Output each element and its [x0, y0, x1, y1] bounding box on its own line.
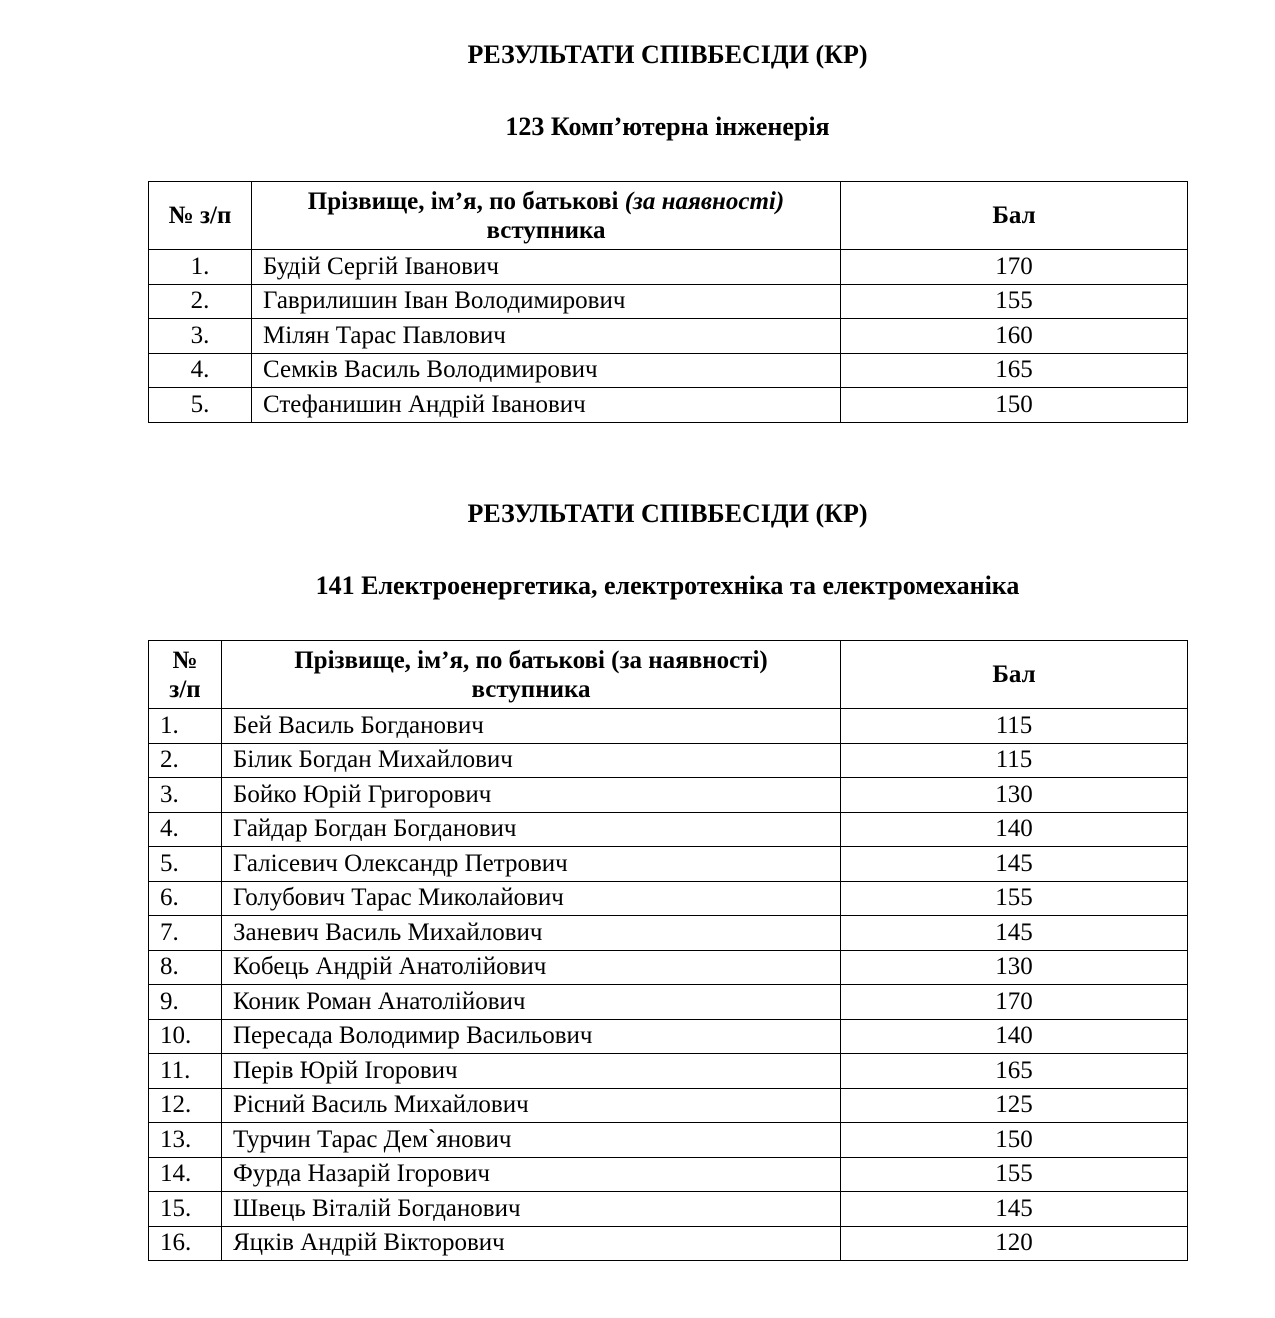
- header-num-line1: №: [172, 646, 198, 674]
- row-number: 15.: [149, 1192, 222, 1227]
- header-name: [252, 182, 841, 250]
- row-name: Семків Василь Володимирович: [252, 353, 841, 388]
- header-num: [149, 641, 222, 709]
- row-score: 130: [841, 778, 1188, 813]
- section2-specialty: 141 Електроенергетика, електротехніка та електромеханіка: [315, 571, 1020, 600]
- row-name: Перів Юрій Ігорович: [222, 1054, 841, 1089]
- table-row: [149, 319, 1188, 354]
- header-name-line1: Прізвище, ім’я, по батькові (за наявності): [294, 646, 768, 674]
- row-score: 155: [841, 881, 1188, 916]
- row-number: 10.: [149, 1019, 222, 1054]
- row-number: 9.: [149, 985, 222, 1020]
- row-number: 2.: [149, 743, 222, 778]
- row-score: 165: [841, 353, 1188, 388]
- row-name: Рісний Василь Михайлович: [222, 1088, 841, 1123]
- row-number: 5.: [149, 847, 222, 882]
- row-name: Швець Віталій Богданович: [222, 1192, 841, 1227]
- header-score: Бал: [841, 641, 1188, 709]
- table-row: [149, 1226, 1188, 1261]
- row-number: 6.: [149, 881, 222, 916]
- section2-title: РЕЗУЛЬТАТИ СПІВБЕСІДИ (КР): [467, 499, 868, 528]
- row-number: 16.: [149, 1226, 222, 1261]
- row-name: Заневич Василь Михайлович: [222, 916, 841, 951]
- row-name: Голубович Тарас Миколайович: [222, 881, 841, 916]
- table-row: [149, 709, 1188, 744]
- row-number: 14.: [149, 1157, 222, 1192]
- row-score: 140: [841, 812, 1188, 847]
- row-number: 11.: [149, 1054, 222, 1089]
- section2-table: [148, 640, 1188, 1261]
- row-number: 3.: [149, 778, 222, 813]
- row-score: 130: [841, 950, 1188, 985]
- row-number: 3.: [149, 319, 252, 354]
- row-name: Стефанишин Андрій Іванович: [252, 388, 841, 423]
- table-row: [149, 1192, 1188, 1227]
- table-row: [149, 353, 1188, 388]
- row-score: 150: [841, 388, 1188, 423]
- row-number: 5.: [149, 388, 252, 423]
- header-name: [222, 641, 841, 709]
- row-score: 145: [841, 916, 1188, 951]
- row-name: Гайдар Богдан Богданович: [222, 812, 841, 847]
- row-number: 12.: [149, 1088, 222, 1123]
- row-name: Пересада Володимир Васильович: [222, 1019, 841, 1054]
- row-score: 125: [841, 1088, 1188, 1123]
- section1-title: РЕЗУЛЬТАТИ СПІВБЕСІДИ (КР): [467, 40, 868, 69]
- table-row: [149, 1054, 1188, 1089]
- row-score: 155: [841, 1157, 1188, 1192]
- header-name-part1: Прізвище, ім’я, по батькові: [307, 187, 625, 215]
- row-name: Турчин Тарас Дем`янович: [222, 1123, 841, 1158]
- section2-table-body: [149, 709, 1188, 1261]
- row-name: Кобець Андрій Анатолійович: [222, 950, 841, 985]
- table-header-row: [149, 182, 1188, 250]
- table-row: [149, 1123, 1188, 1158]
- header-score: Бал: [841, 182, 1188, 250]
- section1-table-body: [149, 250, 1188, 423]
- row-score: 145: [841, 1192, 1188, 1227]
- row-score: 170: [841, 250, 1188, 285]
- row-name: Бойко Юрій Григорович: [222, 778, 841, 813]
- row-score: 165: [841, 1054, 1188, 1089]
- row-score: 115: [841, 743, 1188, 778]
- row-score: 160: [841, 319, 1188, 354]
- row-name: Гаврилишин Іван Володимирович: [252, 284, 841, 319]
- row-score: 115: [841, 709, 1188, 744]
- row-score: 120: [841, 1226, 1188, 1261]
- table-row: [149, 916, 1188, 951]
- section1-specialty: 123 Комп’ютерна інженерія: [505, 112, 830, 141]
- row-score: 140: [841, 1019, 1188, 1054]
- table-row: [149, 847, 1188, 882]
- row-number: 1.: [149, 709, 222, 744]
- header-name-part2: вступника: [486, 216, 606, 244]
- row-score: 155: [841, 284, 1188, 319]
- row-name: Бей Василь Богданович: [222, 709, 841, 744]
- section1-table: [148, 181, 1188, 423]
- row-number: 4.: [149, 812, 222, 847]
- table-row: [149, 250, 1188, 285]
- table-row: [149, 985, 1188, 1020]
- row-score: 170: [841, 985, 1188, 1020]
- table-row: [149, 1157, 1188, 1192]
- header-num: № з/п: [149, 182, 252, 250]
- row-number: 13.: [149, 1123, 222, 1158]
- row-number: 7.: [149, 916, 222, 951]
- row-name: Фурда Назарій Ігорович: [222, 1157, 841, 1192]
- row-score: 145: [841, 847, 1188, 882]
- row-number: 1.: [149, 250, 252, 285]
- row-name: Будій Сергій Іванович: [252, 250, 841, 285]
- table-row: [149, 284, 1188, 319]
- header-name-line2: вступника: [471, 675, 591, 703]
- header-name-italic: (за наявності): [624, 187, 785, 215]
- row-score: 150: [841, 1123, 1188, 1158]
- table-row: [149, 950, 1188, 985]
- row-name: Галісевич Олександр Петрович: [222, 847, 841, 882]
- table-row: [149, 388, 1188, 423]
- header-num-line2: з/п: [169, 675, 201, 703]
- table-row: [149, 1019, 1188, 1054]
- table-header-row: [149, 641, 1188, 709]
- table-row: [149, 812, 1188, 847]
- table-row: [149, 778, 1188, 813]
- table-row: [149, 881, 1188, 916]
- row-number: 2.: [149, 284, 252, 319]
- table-row: [149, 743, 1188, 778]
- row-number: 8.: [149, 950, 222, 985]
- row-name: Білик Богдан Михайлович: [222, 743, 841, 778]
- row-name: Яцків Андрій Вікторович: [222, 1226, 841, 1261]
- row-number: 4.: [149, 353, 252, 388]
- table-row: [149, 1088, 1188, 1123]
- row-name: Мілян Тарас Павлович: [252, 319, 841, 354]
- row-name: Коник Роман Анатолійович: [222, 985, 841, 1020]
